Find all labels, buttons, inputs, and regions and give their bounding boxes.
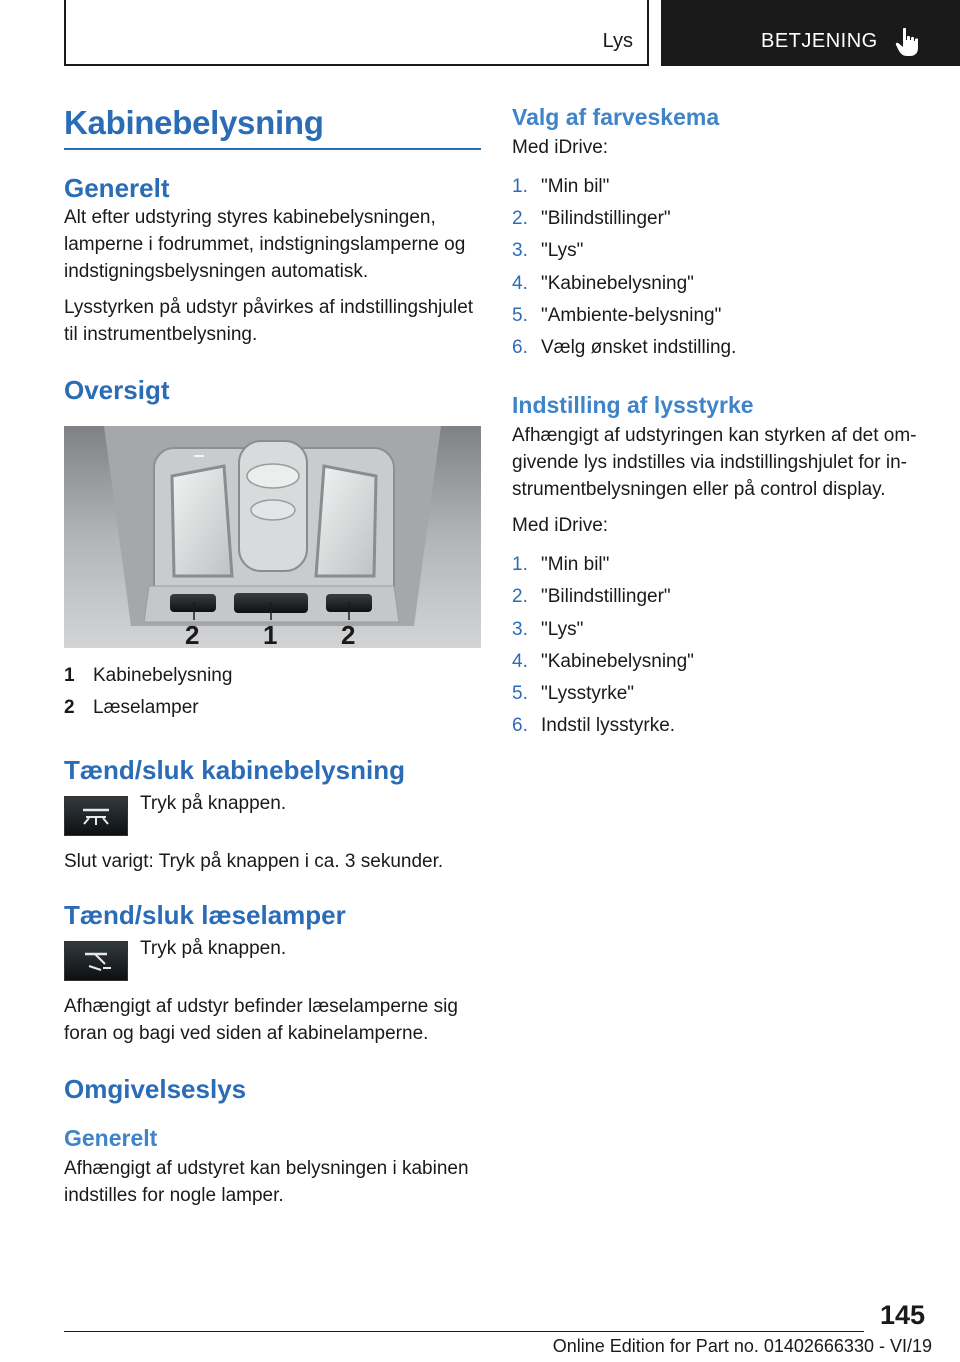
step-number: 2. <box>512 586 528 608</box>
step-number: 5. <box>512 304 528 326</box>
step-number: 3. <box>512 618 528 640</box>
step-item <box>512 581 932 613</box>
brightness-text: Afhængigt af udstyringen kan styrken af det om-givende lys indstilles via indstillingshjulet for in-strumentbelysningen eller på control display. <box>512 425 917 501</box>
general-paragraph-1: Alt efter udstyring styres kabinebelysningen, lamperne i fodrummet, indstigningslamperne og indstigningsbelysningen automatisk. <box>64 207 466 282</box>
legend-number: 1 <box>64 665 75 686</box>
edition-note: Online Edition for Part no. 01402666330 - VI/19 <box>552 1336 932 1356</box>
step-item <box>512 549 932 581</box>
step-text: "Kabinebelysning" <box>541 650 694 672</box>
general-heading: Generelt <box>64 173 170 203</box>
step-item <box>512 268 932 300</box>
step-number: 1. <box>512 554 528 576</box>
step-text: "Bilindstillinger" <box>541 586 671 608</box>
step-text: "Lys" <box>541 618 584 640</box>
overhead-console-illustration <box>64 426 481 648</box>
step-item <box>512 646 932 678</box>
cabin-toggle-heading: Tænd/sluk kabinebelysning <box>64 755 405 785</box>
header-chapter-title: BETJENING <box>761 30 878 52</box>
step-text: "Min bil" <box>541 176 610 197</box>
step-text: "Min bil" <box>541 554 610 576</box>
legend-item <box>64 660 481 692</box>
cabin-toggle-text: Tryk på knappen. <box>140 793 287 814</box>
left-column <box>64 98 481 1209</box>
step-text: "Ambiente-belysning" <box>541 304 722 326</box>
ambient-heading: Omgivelseslys <box>64 1074 247 1104</box>
step-number: 3. <box>512 240 528 262</box>
step-text: "Lys" <box>541 240 584 262</box>
reading-toggle-heading: Tænd/sluk læselamper <box>64 900 346 930</box>
figure-label-center: 1 <box>263 620 278 648</box>
header-chapter-box <box>661 0 960 66</box>
brightness-intro: Med iDrive: <box>512 515 609 537</box>
step-item <box>512 171 932 203</box>
footer-rule <box>64 1331 864 1332</box>
step-number: 4. <box>512 272 528 294</box>
figure-legend <box>64 660 481 724</box>
step-item <box>512 235 932 267</box>
page-title: Kabinebelysning <box>64 104 324 141</box>
general-paragraph-2: Lysstyrken på udstyr påvirkes af indstillingshjulet til instrumentbelysning. <box>64 297 474 345</box>
reading-toggle-text: Tryk på knappen. <box>140 938 287 959</box>
title-rule <box>64 148 481 150</box>
reading-toggle-note: Afhængigt af udstyr befinder læselamperne sig foran og bagi ved siden af kabinelamperne. <box>64 996 458 1044</box>
legend-text: Kabinebelysning <box>93 665 233 686</box>
reading-light-button-icon <box>64 941 128 981</box>
brightness-steps <box>512 549 932 742</box>
legend-item <box>64 692 481 724</box>
ambient-subheading: Generelt <box>64 1125 158 1151</box>
step-item <box>512 678 932 710</box>
cabin-toggle-note: Slut varigt: Tryk på knappen i ca. 3 sekunder. <box>64 851 444 872</box>
ambient-text: Afhængigt af udstyret kan belysningen i kabinen indstilles for nogle lamper. <box>64 1158 469 1206</box>
step-number: 1. <box>512 176 528 197</box>
reading-toggle-instruction <box>64 935 481 981</box>
step-item <box>512 332 932 364</box>
step-text: "Bilindstillinger" <box>541 208 671 230</box>
brightness-heading: Indstilling af lysstyrke <box>512 392 754 419</box>
cabin-light-button-icon <box>64 796 128 836</box>
step-item <box>512 710 932 742</box>
overview-heading: Oversigt <box>64 375 170 405</box>
right-column <box>512 100 932 742</box>
legend-number: 2 <box>64 697 75 718</box>
step-number: 2. <box>512 208 528 230</box>
color-scheme-heading: Valg af farveskema <box>512 104 720 130</box>
color-scheme-intro: Med iDrive: <box>512 137 609 158</box>
cabin-toggle-instruction <box>64 790 481 836</box>
figure-label-right: 2 <box>341 620 356 648</box>
overhead-console-figure <box>64 426 481 648</box>
step-number: 5. <box>512 683 528 705</box>
color-scheme-steps <box>512 171 932 364</box>
step-text: Vælg ønsket indstilling. <box>541 337 737 359</box>
step-item <box>512 300 932 332</box>
step-item <box>512 203 932 235</box>
step-number: 4. <box>512 650 528 672</box>
step-text: Indstil lysstyrke. <box>541 715 676 737</box>
page-number: 145 <box>880 1300 926 1330</box>
step-text: "Lysstyrke" <box>541 683 635 705</box>
header-section-box <box>64 0 649 66</box>
step-number: 6. <box>512 337 528 359</box>
figure-label-left: 2 <box>185 620 200 648</box>
step-text: "Kabinebelysning" <box>541 272 694 294</box>
legend-text: Læselamper <box>93 697 199 718</box>
header-section-title: Lys <box>602 30 633 52</box>
step-number: 6. <box>512 715 528 737</box>
pointing-hand-icon <box>895 27 921 57</box>
step-item <box>512 614 932 646</box>
